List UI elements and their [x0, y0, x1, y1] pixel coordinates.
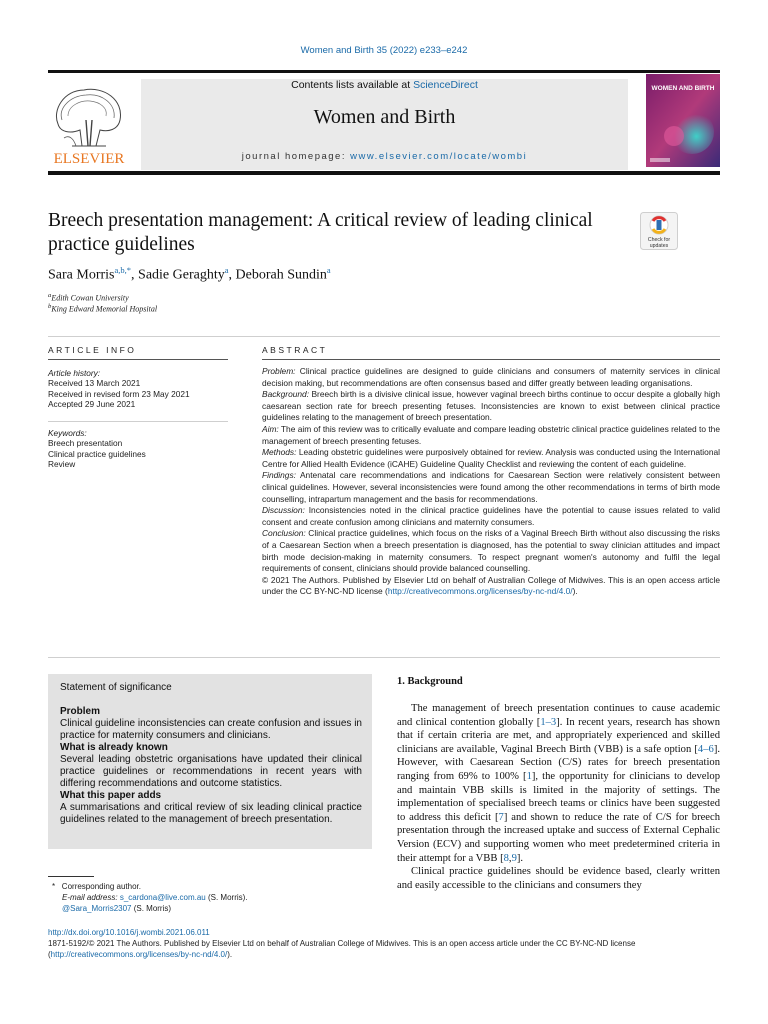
- author-affiliation-marker[interactable]: a: [224, 265, 229, 275]
- keyword-item: Review: [48, 458, 76, 469]
- homepage-prefix: journal homepage:: [241, 151, 351, 162]
- author-affiliation-marker[interactable]: a,b,*: [114, 265, 132, 275]
- author-list: [48, 265, 331, 284]
- journal-citation[interactable]: Women and Birth 35 (2022) e233–e242: [300, 45, 468, 56]
- crossmark-label-2: updates: [649, 243, 669, 249]
- header-top-rule: [48, 70, 720, 73]
- significance-heading: What this paper adds: [60, 790, 162, 801]
- article-history: [48, 368, 228, 409]
- article-title: Breech presentation management: A critical review of leading clinical practice guidelines: [48, 210, 593, 255]
- journal-cover-image[interactable]: [646, 74, 720, 167]
- header-bottom-rule: [48, 171, 720, 175]
- abstract-findings: Findings: Antenatal care recommendations and indications for Caesarean Section were relatively consistent between clinical guidelines. However, several inconsistencies were found among the other recommendations in terms of birth mode counselling, intrapartum management and the basis for recommendations.: [262, 470, 720, 504]
- abstract-copyright: © 2021 The Authors. Published by Elsevier Ltd on behalf of Australian College of Midwives. This is an open access article under the CC BY-NC-ND license (http://creativecommons.org/licenses/by-nc-nd/4.0/).: [262, 574, 720, 597]
- separator-rule: [48, 336, 720, 337]
- check-for-updates-icon[interactable]: [640, 212, 678, 250]
- crossmark-label-1: Check for: [647, 237, 671, 243]
- significance-content: [60, 682, 362, 826]
- history-accepted: Accepted 29 June 2021: [48, 398, 136, 409]
- journal-homepage-line: [141, 151, 628, 162]
- keywords-block: [48, 428, 228, 469]
- contents-line: [141, 79, 628, 91]
- abstract-conclusion: Conclusion: Clinical practice guidelines, which focus on the risks of a Vaginal Breech Birth without also discussing the risks of a Caesarean Section when a breech presentation is diagnosed, has the potential to sway clinician attitudes and impact birth mode decision-making in maternity consumers. To respect pregnant women's autonomy and fulfil the legal requirements of consent, clinicians should provide balanced counselling.: [262, 528, 720, 574]
- keyword-item: Breech presentation: [48, 438, 123, 449]
- cover-title: WOMEN AND BIRTH: [651, 85, 715, 92]
- article-info-heading: ARTICLE INFO: [48, 345, 137, 355]
- abstract-background: Background: Breech birth is a divisive clinical issue, however vaginal breech births continue to occur despite a globally high caesarean section rate for breech presenting fetuses. Inconsistencies are known to exist between clinical practice guidelines relating to the management of breech presentation.: [262, 389, 720, 423]
- significance-text: Clinical guideline inconsistencies can create confusion and issues in practice for maternity consumers and clinicians.: [60, 718, 362, 741]
- sciencedirect-link[interactable]: ScienceDirect: [413, 79, 478, 91]
- reference-link[interactable]: 1: [526, 770, 532, 782]
- reference-link[interactable]: 1–3: [540, 716, 557, 728]
- abstract-body: [262, 366, 720, 598]
- author-name: Sadie Geraghty: [138, 267, 225, 283]
- elsevier-wordmark: ELSEVIER: [53, 151, 125, 166]
- history-label: Article history:: [48, 368, 101, 378]
- reference-link[interactable]: 8: [503, 852, 509, 864]
- significance-heading: Problem: [60, 706, 101, 717]
- homepage-link[interactable]: www.elsevier.com/locate/wombi: [350, 151, 528, 162]
- abstract-rule: [262, 359, 720, 360]
- reference-link[interactable]: 7: [498, 811, 504, 823]
- author-name: Sara Morris: [48, 267, 115, 283]
- abstract-license-link[interactable]: http://creativecommons.org/licenses/by-nc-nd/4.0/: [387, 586, 573, 597]
- body-paragraph-1: The management of breech presentation continues to cause academic and clinical contention globally [1–3]. In recent years, research has shown that if certain criteria are met, and appropriately experienced and skilled clinicians are available, Vaginal Breech Birth (VBB) is a safe option [4–6]. However, with Caesarean Section (C/S) rates for breech presentation ranging from 69% to 100% [1], the opportunity for clinicians to develop and maintain VBB skills is limited in the majority of settings. The implementation of specialised breech teams or clinics have been suggested to address this deficit [7] and shown to reduce the rate of C/S for breech presentation through the increased uptake and success of External Cephalic Version (ECV) and supporting women who meet predetermined criteria in their attempt for a VBB [8,9].: [397, 703, 721, 864]
- history-received: Received 13 March 2021: [48, 378, 141, 389]
- page-bottom-info: http://dx.doi.org/10.1016/j.wombi.2021.06.011 1871-5192/© 2021 The Authors. Published by Elsevier Ltd on behalf of Australian College of Midwives. This is an open access article under the CC BY-NC-ND license (http://creativecommons.org/licenses/by-nc-nd/4.0/).: [48, 928, 636, 959]
- significance-text: Several leading obstetric organisations have updated their clinical practice guidelines or recommendations in recent years with differing recommendations and outcome statistics.: [60, 754, 362, 789]
- body-separator: [48, 657, 720, 658]
- author-affiliation-marker[interactable]: a: [326, 265, 331, 275]
- keyword-item: Clinical practice guidelines: [48, 448, 146, 459]
- journal-name: Women and Birth: [313, 106, 456, 128]
- author-name: Deborah Sundin: [235, 267, 327, 283]
- body-text: [397, 702, 720, 892]
- reference-link[interactable]: 4–6: [697, 743, 714, 755]
- corresponding-author-footnote: * Corresponding author. E-mail address: s_cardona@live.com.au (S. Morris). @Sara_Morris2307 (S. Morris): [52, 882, 248, 913]
- author-twitter-link[interactable]: @Sara_Morris2307: [62, 904, 132, 913]
- contents-prefix: Contents lists available at: [291, 79, 414, 91]
- history-revised: Received in revised form 23 May 2021: [48, 388, 190, 399]
- info-divider: [48, 421, 228, 422]
- abstract-heading: ABSTRACT: [262, 345, 328, 355]
- significance-text: A summarisations and critical review of six leading clinical practice guidelines related to the management of breech presentation.: [60, 802, 362, 825]
- abstract-problem: Problem: Clinical practice guidelines are designed to guide clinicians and consumers of maternity services in clinical decision making, but recommendations are often consensus based and differ greatly between leading organisations.: [262, 366, 720, 388]
- footnote-rule: [48, 876, 94, 877]
- significance-title: Statement of significance: [60, 682, 172, 693]
- keywords-label: Keywords:: [48, 428, 87, 438]
- doi-link[interactable]: http://dx.doi.org/10.1016/j.wombi.2021.06.011: [48, 928, 210, 937]
- significance-heading: What is already known: [60, 742, 168, 753]
- elsevier-tree-logo: [48, 80, 130, 166]
- author-separator: ,: [228, 267, 236, 283]
- affiliation-b: $^b$King Edward Memorial Hopsital: [48, 303, 158, 314]
- author-separator: ,: [131, 267, 139, 283]
- abstract-discussion: Discussion: Inconsistencies noted in the clinical practice guidelines have the potential to cause issues related to valid consent and create confusion among clinicians and maternity consumers.: [262, 505, 720, 527]
- article-info-rule: [48, 359, 228, 360]
- abstract-aim: Aim: The aim of this review was to critically evaluate and compare leading obstetric clinical practice guidelines related to the management of breech presenting fetuses.: [262, 423, 720, 446]
- reference-link[interactable]: 9: [511, 852, 517, 864]
- bottom-license-link[interactable]: http://creativecommons.org/licenses/by-nc-nd/4.0/: [50, 950, 228, 959]
- body-paragraph-2: Clinical practice guidelines should be evidence based, clearly written and easily accessible to the clinicians and consumers they: [397, 866, 720, 891]
- affiliation-a: $^a$Edith Cowan University: [48, 292, 129, 303]
- abstract-methods: Methods: Leading obstetric guidelines were purposively obtained for review. Analysis was conducted using the International Centre for Allied Health Evidence (iCAHE) Guideline Quality Checklist and reviewing the content of each guideline.: [262, 447, 720, 469]
- author-email-link[interactable]: s_cardona@live.com.au: [119, 893, 206, 902]
- section-heading-background: 1. Background: [397, 676, 463, 687]
